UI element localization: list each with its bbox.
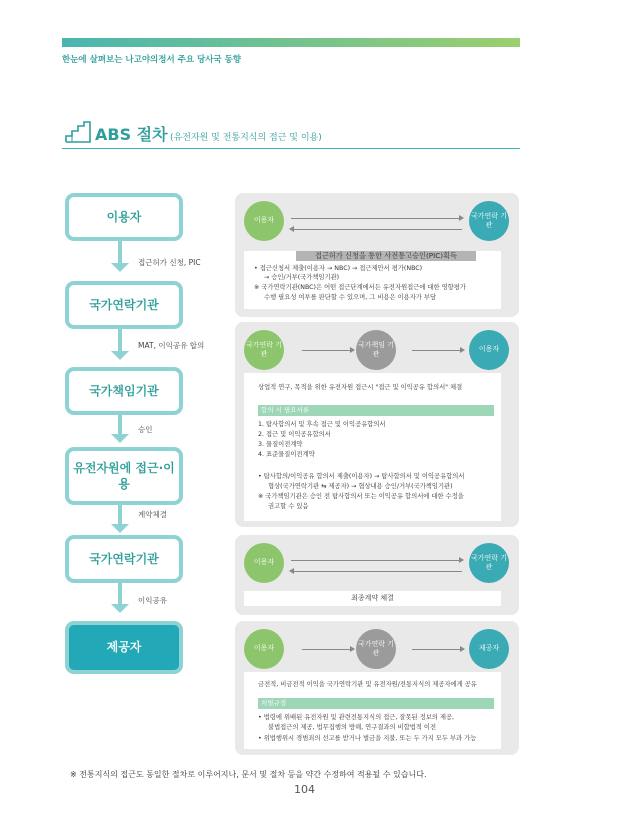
agreement-note-2: 협상(국가연락기관 ⇆ 제공자) → 협상내용 승인/거부(국가책임기관) <box>268 483 453 490</box>
circle-focal-point: 국가연락 기관 <box>356 629 396 669</box>
final-contract-box: 최종계약 체결 <box>244 591 501 606</box>
running-header: 한눈에 살펴보는 나고야의정서 주요 당사국 동향 <box>62 55 242 65</box>
arrow-line <box>302 350 350 351</box>
flow-step-user: 이용자 <box>65 193 183 241</box>
pic-detail-box <box>244 251 501 309</box>
page-title: ABS 절차 <box>95 125 168 144</box>
flow-arrow <box>111 263 129 272</box>
flow-label-approval: 승인 <box>138 425 153 434</box>
arrow-line <box>302 649 350 650</box>
flow-arrow <box>111 351 129 360</box>
arrowhead-right <box>459 215 464 221</box>
flow-step-national-focal-point-2: 국가연락기관 <box>65 535 183 583</box>
agreement-note-3: ※ 국가책임기관은 승인 전 탐사합의서 또는 이익공유 합의서에 대한 수정을 <box>258 493 464 500</box>
arrow-line <box>412 649 460 650</box>
circle-user: 이용자 <box>244 543 284 583</box>
flow-connector <box>118 583 122 604</box>
panel-benefit-sharing <box>235 621 519 755</box>
doc-item: 1. 탐사합의서 및 후속 접근 및 이익공유합의서 <box>258 421 386 428</box>
penalty-line-1: • 법령에 위배된 유전자원 및 관련전통지식의 접근, 잘못된 정보의 제공, <box>258 714 455 721</box>
doc-item: 3. 물질이전계약 <box>258 441 303 448</box>
panel-agreement <box>235 322 519 527</box>
penalty-line-2: 불법접근의 제공, 법무집행의 방해, 연구결과의 비합법적 이전 <box>268 724 437 731</box>
arrow-line <box>291 560 459 561</box>
flow-step-national-focal-point: 국가연락기관 <box>65 281 183 329</box>
flow-step-competent-authority: 국가책임기관 <box>65 367 183 415</box>
page-number: 104 <box>294 783 315 796</box>
arrowhead-right <box>459 557 464 563</box>
flow-label-pic: 접근허가 신청, PIC <box>138 258 201 267</box>
arrow-line <box>291 218 459 219</box>
flow-connector <box>118 241 122 263</box>
circle-user: 이용자 <box>244 201 284 241</box>
arrowhead-right <box>350 347 355 353</box>
arrow-line <box>294 571 462 572</box>
flow-label-contract: 계약체결 <box>138 510 167 519</box>
flow-connector <box>118 505 122 524</box>
circle-focal-point: 국가연락 기관 <box>469 543 509 583</box>
arrowhead-right <box>460 347 465 353</box>
arrowhead-right <box>460 646 465 652</box>
flow-arrow <box>111 524 129 533</box>
agreement-intro: 상업적 연구, 목적을 위한 유전자원 접근시 "접근 및 이익공유 합의서" 체결 <box>258 384 463 391</box>
panel-final-contract <box>235 535 519 615</box>
agreement-note-4: 권고할 수 있음 <box>268 503 309 510</box>
circle-competent-authority: 국가책임 기관 <box>356 330 396 370</box>
penalty-heading: 처벌규정 <box>258 698 494 709</box>
flow-step-provider: 제공자 <box>65 621 183 674</box>
pic-line-1: • 접근신청서 제출(이용자 → NBC) → 접근제안서 평가(NBC) <box>254 265 423 272</box>
panel-pic <box>235 193 519 317</box>
doc-item: 2. 접근 및 이익공유합의서 <box>258 431 331 438</box>
section-title-row <box>62 118 520 149</box>
circle-provider: 제공자 <box>469 629 509 669</box>
required-docs-heading: 합의 시 필요서류 <box>258 405 494 416</box>
agreement-detail-box <box>244 373 501 521</box>
flow-arrow <box>111 434 129 443</box>
footnote: ※ 전통지식의 접근도 동일한 절차로 이루어지나, 문서 및 절차 등을 약간 수정하여 적용될 수 있습니다. <box>70 770 427 779</box>
flow-connector <box>118 329 122 351</box>
agreement-note-1: • 탐사합의/이익공유 합의서 제출(이용자) → 탐사합의서 및 이익공유합의서 <box>258 473 465 480</box>
stairs-icon <box>64 120 92 144</box>
circle-user: 이용자 <box>244 629 284 669</box>
arrow-line <box>294 229 462 230</box>
benefit-detail-box <box>244 672 501 749</box>
flow-label-mat: MAT, 이익공유 합의 <box>138 341 205 350</box>
pic-box-title: 접근허가 신청을 통한 사전통고승인(PIC)획득 <box>296 251 476 261</box>
penalty-line-3: • 위법행위시 경범죄의 선고를 받거나 벌금을 지불, 또는 두 가지 모두 부과 가능 <box>258 735 477 742</box>
circle-focal-point: 국가연락 기관 <box>244 330 284 370</box>
page-subtitle: (유전자원 및 전통지식의 접근 및 이용) <box>170 133 322 143</box>
arrow-line <box>412 350 460 351</box>
top-color-bar <box>62 38 520 47</box>
flow-label-benefit-sharing: 이익공유 <box>138 596 167 605</box>
benefit-intro: 금전적, 비금전적 이익을 국가연락기관 및 유전자원/전통지식의 제공자에게 공유 <box>258 681 477 688</box>
doc-item: 4. 표준물질이전계약 <box>258 451 315 458</box>
arrowhead-right <box>350 646 355 652</box>
circle-user: 이용자 <box>469 330 509 370</box>
pic-line-4: 수행 필요성 여부를 판단할 수 있으며, 그 비용은 이용자가 부담 <box>264 294 437 301</box>
pic-line-2: → 승인/거부(국가책임기관) <box>264 274 340 281</box>
flow-step-access-use: 유전자원에 접근·이용 <box>65 447 183 505</box>
circle-focal-point: 국가연락 기관 <box>469 201 509 241</box>
pic-line-3: ※ 국가연락기관(NBC)은 어떤 접근단계에서든 유전자원접근에 대한 영향평가 <box>254 284 466 291</box>
flow-connector <box>118 415 122 434</box>
flow-arrow <box>111 604 129 613</box>
